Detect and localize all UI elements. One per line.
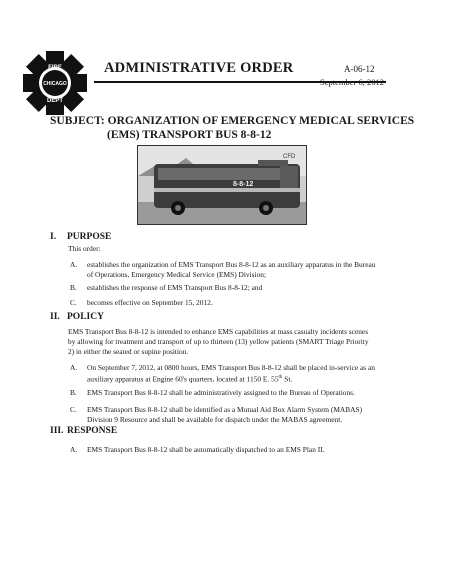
logo-center-text: CHICAGO	[43, 81, 67, 87]
section-title: POLICY	[67, 312, 104, 322]
item-letter: A.	[70, 445, 78, 454]
item-line: becomes effective on September 15, 2012.	[87, 298, 213, 307]
paragraph-line: EMS Transport Bus 8-8-12 is intended to enhance EMS capabilities at mass casualty incidents scenes	[68, 327, 369, 336]
section-number: I.	[50, 232, 57, 242]
item-line: of Operations, Emergency Medical Service (EMS) Division;	[87, 270, 267, 279]
policy-paragraph	[68, 327, 448, 357]
item-line: EMS Transport Bus 8-8-12 shall be automatically dispatched to an EMS Plan II.	[87, 445, 325, 454]
item-line: EMS Transport Bus 8-8-12 shall be administratively assigned to the Bureau of Operations.	[87, 388, 355, 397]
paragraph-line: 2) in either the seated or supine position.	[68, 347, 189, 356]
document-title: ADMINISTRATIVE ORDER	[104, 60, 294, 76]
section-policy-heading	[50, 312, 104, 322]
ordinal-suffix: th	[278, 375, 283, 380]
item-letter: A.	[70, 363, 78, 372]
item-letter: C.	[70, 405, 77, 414]
purpose-intro: This order:	[68, 244, 101, 253]
item-line: establishes the response of EMS Transport Bus 8-8-12; and	[87, 283, 263, 292]
logo-bottom-text: DEPT	[46, 98, 64, 104]
logo-top-text: FIRE	[48, 65, 62, 71]
bus-photo	[137, 145, 307, 225]
section-purpose-heading	[50, 232, 111, 242]
item-letter: C.	[70, 298, 77, 307]
section-number: II.	[50, 312, 60, 322]
item-letter: B.	[70, 388, 77, 397]
chicago-fire-dept-logo	[22, 50, 88, 116]
item-line: Division 9 Resource and shall be available for dispatch under the MABAS agreement.	[87, 415, 343, 424]
order-date: September 6, 2012	[320, 77, 384, 87]
order-number: A-06-12	[344, 64, 375, 74]
item-line: EMS Transport Bus 8-8-12 shall be identified as a Mutual Aid Box Alarm System (MABAS)	[87, 405, 363, 414]
subject-heading	[50, 114, 414, 142]
item-line	[87, 373, 375, 384]
section-title: PURPOSE	[67, 232, 112, 242]
paragraph-line: by allowing for treatment and transport of up to thirteen (13) yellow patients (SMART Triage Priority	[68, 337, 369, 346]
item-line: On September 7, 2012, at 0800 hours, EMS Transport Bus 8-8-12 shall be placed in-service as an	[87, 363, 375, 372]
item-line: establishes the organization of EMS Transport Bus 8-8-12 as an auxiliary apparatus in the Bureau	[87, 260, 376, 269]
item-letter: A.	[70, 260, 78, 269]
item-letter: B.	[70, 283, 77, 292]
subject-line-2: (EMS) TRANSPORT BUS 8-8-12	[107, 129, 272, 141]
bus-roof-text: CFD	[283, 154, 296, 160]
section-title: RESPONSE	[67, 426, 118, 436]
item-line-part: St.	[282, 374, 293, 384]
bus-number-text: 8-8-12	[233, 181, 254, 188]
subject-line-1: SUBJECT: ORGANIZATION OF EMERGENCY MEDICAL SERVICES	[50, 115, 415, 127]
section-number: III.	[50, 426, 64, 436]
item-line-part: auxiliary apparatus at Engine 60's quarters, located at 1150 E. 55	[87, 374, 279, 384]
section-response-heading	[50, 426, 117, 436]
